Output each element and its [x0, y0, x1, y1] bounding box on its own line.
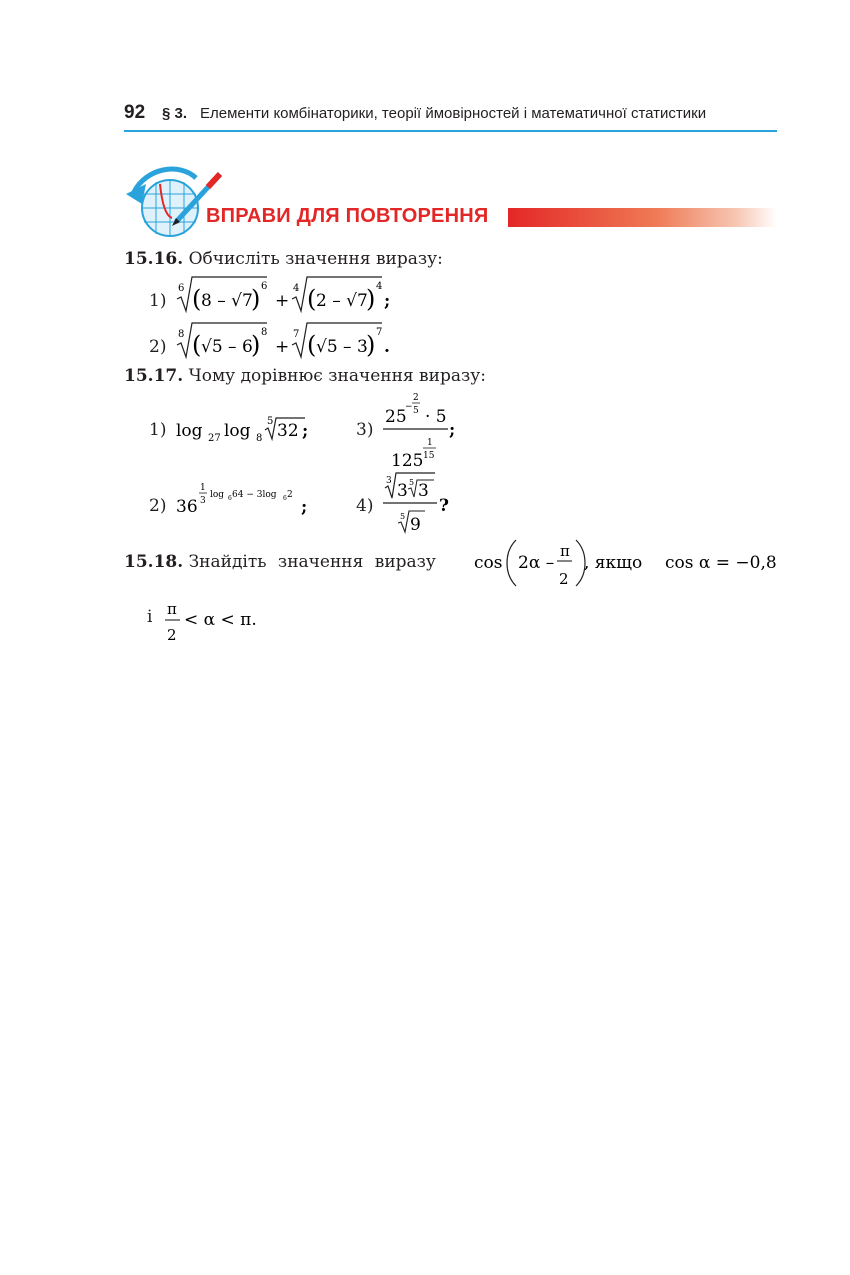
svg-text:2α –: 2α – [518, 553, 555, 573]
power-expression [176, 478, 316, 518]
page-header [124, 100, 777, 132]
svg-text:5: 5 [413, 406, 419, 416]
svg-text:· 5: · 5 [425, 407, 447, 427]
exponent: 7 [376, 327, 383, 338]
continuation-i: і [147, 607, 153, 627]
svg-text:+: + [275, 291, 290, 311]
svg-text:log: log [176, 421, 203, 441]
svg-text:π: π [560, 542, 570, 560]
svg-text:−: − [405, 402, 413, 412]
exponent: 8 [261, 327, 268, 338]
section-title: Елементи комбінаторики, теорії ймовірностей і математичної статистики [200, 105, 707, 122]
item-label: 2) [149, 337, 167, 357]
svg-text:log: log [210, 490, 225, 500]
exponent: 4 [376, 281, 383, 292]
svg-text:1: 1 [427, 438, 433, 448]
punct: ; [384, 291, 391, 311]
svg-text:2: 2 [413, 393, 419, 403]
svg-text:3: 3 [200, 496, 206, 506]
svg-text:15: 15 [423, 451, 435, 461]
radical-expression-2 [175, 321, 405, 361]
exercise-text: Знайдіть значення виразу [188, 552, 436, 572]
exercise-text: Чому дорівнює значення виразу: [188, 366, 486, 386]
svg-text:(: ( [192, 331, 202, 359]
svg-text:, якщо: , якщо [584, 553, 643, 573]
item-label: 3) [356, 420, 374, 440]
item-label: 4) [356, 496, 374, 516]
radical-expression-1 [175, 275, 405, 315]
svg-text:(: ( [192, 285, 202, 313]
svg-text:125: 125 [391, 451, 424, 470]
section-mark: § 3. [162, 105, 188, 122]
svg-text:25: 25 [385, 407, 407, 427]
radicand: 8 – √7 [201, 291, 253, 311]
svg-text:log: log [224, 421, 251, 441]
inequality-expression [164, 594, 274, 644]
svg-text:9: 9 [410, 515, 421, 535]
page-number: 92 [124, 102, 146, 123]
svg-text:?: ? [439, 496, 449, 516]
nested-root-fraction [380, 470, 470, 536]
svg-text:2: 2 [287, 490, 293, 500]
svg-text:;: ; [302, 421, 309, 441]
radicand: 2 – √7 [316, 291, 368, 311]
root-index: 4 [293, 283, 300, 294]
svg-text:(: ( [307, 285, 317, 313]
svg-text:< α < π.: < α < π. [184, 610, 257, 630]
svg-text:π: π [167, 600, 177, 618]
svg-text:6: 6 [283, 495, 287, 502]
svg-text:cos α = −0,8: cos α = −0,8 [665, 553, 777, 573]
exercise-text: Обчисліть значення виразу: [188, 249, 443, 269]
root-index: 6 [178, 283, 185, 294]
svg-text:6: 6 [228, 495, 232, 502]
exercises-heading: ВПРАВИ ДЛЯ ПОВТОРЕННЯ [206, 205, 489, 227]
root-index: 7 [293, 329, 300, 340]
exercise-number: 15.16. [124, 249, 184, 269]
svg-text:2: 2 [167, 626, 177, 644]
radicand: √5 – 3 [316, 337, 368, 357]
exercise-15-16 [124, 249, 443, 269]
item-label: 1) [149, 420, 167, 440]
svg-text:5: 5 [409, 478, 415, 487]
svg-text:5: 5 [267, 416, 274, 427]
svg-text:2: 2 [559, 570, 569, 588]
graph-globe-pen-icon [124, 160, 224, 240]
svg-text:+: + [275, 337, 290, 357]
svg-text:;: ; [449, 420, 456, 440]
svg-text:(: ( [307, 331, 317, 359]
svg-text:3: 3 [397, 481, 408, 501]
svg-text:64 − 3log: 64 − 3log [232, 490, 277, 500]
svg-text:1: 1 [200, 483, 206, 493]
svg-text:3: 3 [418, 481, 429, 501]
item-label: 1) [149, 291, 167, 311]
svg-text:27: 27 [208, 433, 221, 444]
exercise-number: 15.17. [124, 366, 184, 386]
svg-text:5: 5 [400, 512, 406, 521]
heading-decor-bar [508, 208, 777, 227]
svg-text:cos: cos [474, 553, 503, 573]
svg-text:): ) [251, 285, 261, 313]
fraction-expression [380, 388, 470, 470]
root-index: 8 [178, 329, 185, 340]
svg-text:8: 8 [256, 433, 263, 444]
exponent: 6 [261, 281, 268, 292]
punct: . [384, 337, 390, 357]
svg-text:32: 32 [277, 421, 299, 441]
item-label: 2) [149, 496, 167, 516]
exercise-15-18 [124, 552, 436, 572]
exercise-number: 15.18. [124, 552, 184, 572]
svg-text:): ) [251, 331, 261, 359]
radicand: √5 – 6 [201, 337, 253, 357]
log-expression [176, 408, 316, 444]
exercise-15-17 [124, 366, 486, 386]
svg-text:;: ; [301, 497, 308, 517]
cos-expression [472, 534, 782, 594]
svg-text:): ) [366, 331, 376, 359]
svg-text:36: 36 [176, 497, 198, 517]
svg-text:): ) [366, 285, 376, 313]
svg-text:3: 3 [386, 476, 392, 486]
